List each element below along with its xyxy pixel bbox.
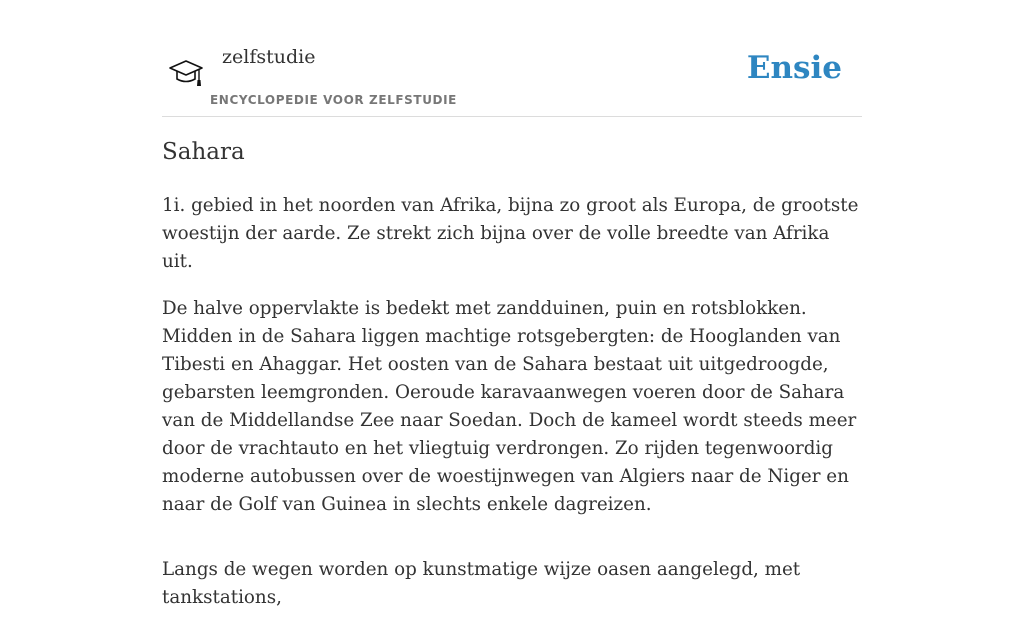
- graduation-cap-icon[interactable]: [168, 56, 204, 92]
- article-title: Sahara: [162, 139, 245, 165]
- article-paragraph: 1i. gebied in het noorden van Afrika, bijna zo groot als Europa, de grootste woestijn der aarde. Ze strekt zich bijna over de volle breedte van Afrika uit.: [162, 195, 859, 272]
- ensie-logo-link[interactable]: Ensie: [746, 50, 842, 86]
- article-paragraph: Langs de wegen worden op kunstmatige wijze oasen aangelegd, met tankstations,: [162, 559, 801, 608]
- page: [162, 0, 862, 608]
- article-body: [162, 192, 862, 631]
- site-header: [162, 0, 862, 117]
- brand-tagline: ENCYCLOPEDIE VOOR ZELFSTUDIE: [210, 93, 457, 107]
- brand-name[interactable]: zelfstudie: [222, 46, 316, 68]
- article-paragraph: De halve oppervlakte is bedekt met zandduinen, puin en rotsblokken. Midden in de Sahara liggen machtige rotsgebergten: de Hooglanden van Tibesti en Ahaggar. Het oosten van de Sahara bestaat uit uitgedroogde, gebarsten leemgronden. Oeroude karavaanwegen voeren door de Sahara van de Middellandse Zee naar Soedan. Doch de kameel wordt steeds meer door de vrachtauto en het vliegtuig verdrongen. Zo rijden tegenwoordig moderne autobussen over de woestijnwegen van Algiers naar de Niger en naar de Golf van Guinea in slechts enkele dagreizen.: [162, 298, 857, 515]
